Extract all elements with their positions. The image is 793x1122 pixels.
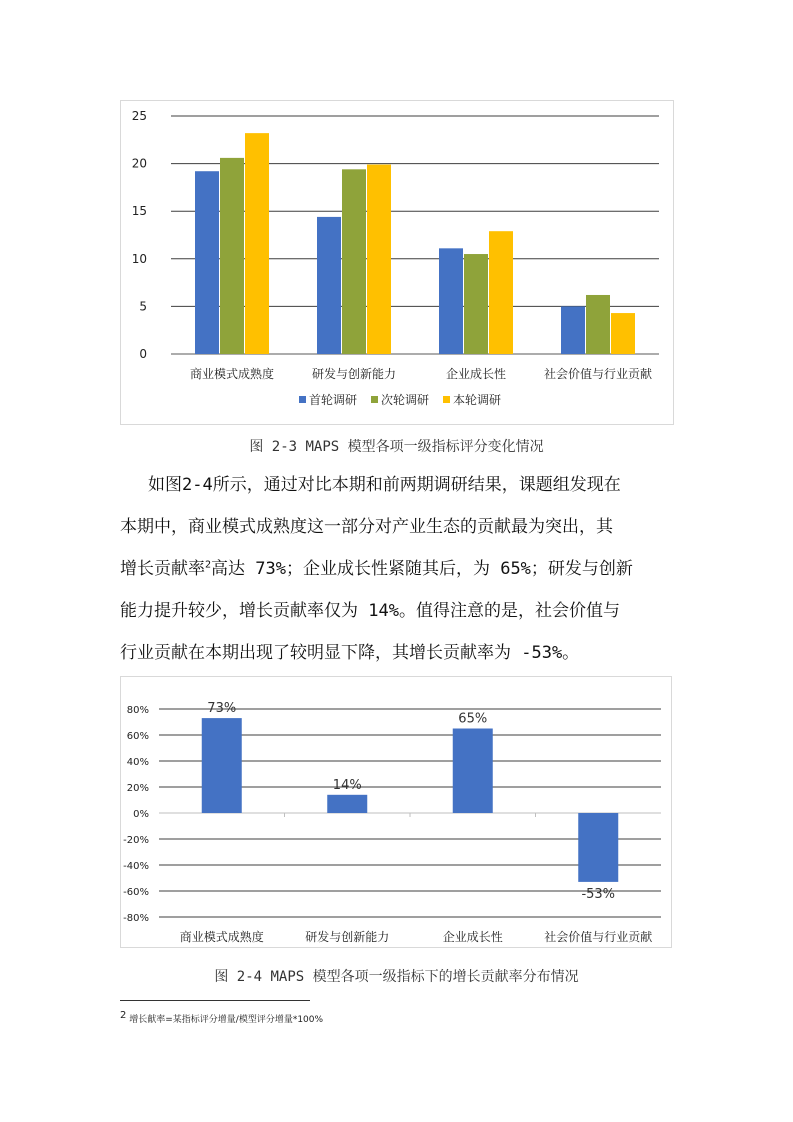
bar: [342, 169, 366, 354]
y-tick-label: 15: [131, 204, 147, 219]
y-tick-label: 5: [139, 299, 147, 314]
bar: [245, 133, 269, 354]
bar: [367, 165, 391, 354]
paragraph-line: 如图2-4所示，通过对比本期和前两期调研结果，课题组发现在: [148, 475, 621, 495]
x-tick-label: 社会价值与行业贡献: [543, 367, 653, 381]
data-label: 14%: [332, 777, 362, 793]
y-tick-label: 10: [131, 251, 147, 266]
x-tick-label: 企业成长性: [442, 930, 503, 944]
footnote: [120, 1012, 323, 1025]
legend-label: 次轮调研: [381, 393, 430, 407]
legend-swatch: [299, 396, 306, 403]
bar: [586, 295, 610, 354]
footnote-divider: [120, 1000, 310, 1001]
data-label: -53%: [581, 886, 616, 902]
y-tick-label: 40%: [126, 757, 149, 768]
y-tick-label: 20: [131, 156, 147, 171]
y-tick-label: -80%: [123, 913, 149, 924]
paragraph-text: 高达 73%；企业成长性紧随其后，为 65%；研发与创新: [211, 559, 633, 579]
bar: [195, 171, 219, 354]
y-tick-label: -60%: [123, 887, 149, 898]
y-tick-label: -20%: [123, 835, 149, 846]
bar: [220, 158, 244, 354]
y-tick-label: -40%: [123, 861, 149, 872]
paragraph-line: 能力提升较少，增长贡献率仅为 14%。值得注意的是，社会价值与: [120, 601, 620, 621]
footnote-mark: 2: [120, 1010, 127, 1021]
data-label: 73%: [207, 701, 237, 717]
legend-swatch: [371, 396, 378, 403]
paragraph-text: 增长贡献率: [120, 559, 205, 579]
legend-label: 首轮调研: [309, 393, 358, 407]
x-tick-label: 商业模式成熟度: [179, 930, 264, 944]
legend-swatch: [443, 396, 450, 403]
footnote-text: 增长献率=某指标评分增量/模型评分增量*100%: [129, 1015, 324, 1025]
data-label: 65%: [458, 711, 488, 727]
bar: [611, 313, 635, 354]
y-tick-label: 0%: [133, 809, 149, 820]
bar: [453, 729, 493, 814]
y-tick-label: 80%: [126, 705, 149, 716]
bar-chart: [121, 677, 671, 947]
x-tick-label: 研发与创新能力: [311, 367, 397, 381]
bar: [464, 254, 488, 354]
bar: [578, 813, 618, 882]
y-tick-label: 60%: [126, 731, 149, 742]
figure-2-4-chart: [120, 676, 672, 948]
footnote-ref[interactable]: 2: [205, 559, 212, 571]
x-tick-label: 企业成长性: [445, 367, 507, 381]
grouped-bar-chart: [121, 101, 673, 424]
x-tick-label: 社会价值与行业贡献: [544, 930, 653, 944]
legend-label: 本轮调研: [453, 393, 502, 407]
bar: [439, 248, 463, 354]
bar: [561, 306, 585, 354]
figure-2-4-caption: 图 2-4 MAPS 模型各项一级指标下的增长贡献率分布情况: [214, 969, 579, 985]
figure-2-3-chart: [120, 100, 674, 425]
y-tick-label: 0: [139, 347, 147, 361]
x-tick-label: 商业模式成熟度: [189, 367, 275, 381]
bar: [202, 718, 242, 813]
figure-2-3-caption: 图 2-3 MAPS 模型各项一级指标评分变化情况: [249, 439, 544, 455]
bar: [317, 217, 341, 354]
bar: [327, 795, 367, 813]
paragraph-line: 行业贡献在本期出现了较明显下降，其增长贡献率为 -53%。: [120, 643, 580, 663]
paragraph-line: [120, 554, 633, 579]
x-tick-label: 研发与创新能力: [305, 930, 390, 944]
y-tick-label: 25: [131, 109, 147, 123]
y-tick-label: 20%: [126, 783, 149, 794]
bar: [489, 231, 513, 354]
paragraph-line: 本期中，商业模式成熟度这一部分对产业生态的贡献最为突出，其: [120, 517, 613, 537]
